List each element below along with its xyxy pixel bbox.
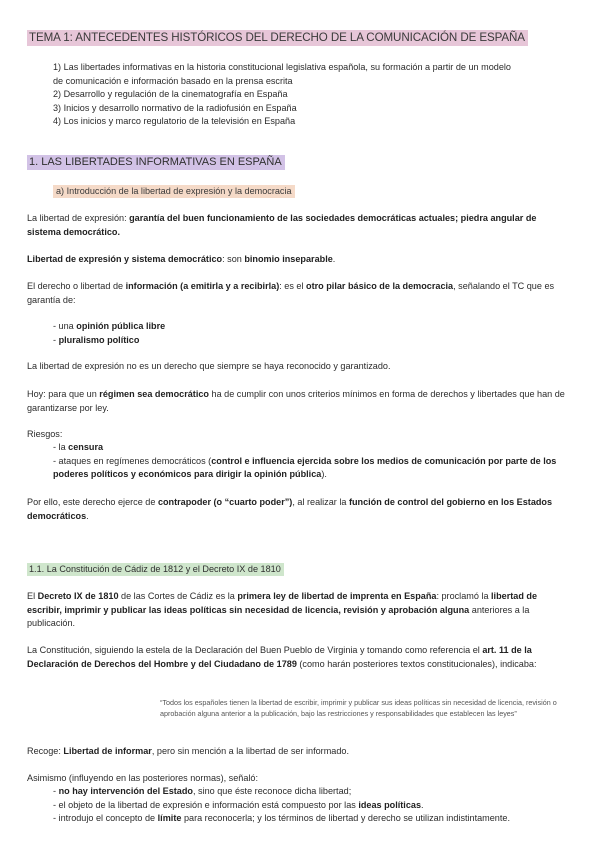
text-run: ). <box>321 469 327 479</box>
bold-text: control e influencia ejercida sobre los medios de comunicación por parte de los poderes políticos y económicos para dirigir la opinión pública <box>53 455 557 479</box>
text-run: : son <box>222 254 245 264</box>
paragraph <box>27 428 570 442</box>
bold-text: Libertad de expresión y sistema democrático <box>27 254 223 264</box>
text-run: Asimismo (influyendo en las posteriores normas), señaló: <box>27 773 258 783</box>
text-run: Recoge: <box>27 746 64 756</box>
bold-text: ideas políticas <box>358 799 421 810</box>
list-item <box>53 320 570 334</box>
paragraph <box>27 772 570 786</box>
section-heading: 1. LAS LIBERTADES INFORMATIVAS EN ESPAÑA <box>27 155 285 170</box>
paragraph <box>27 212 570 239</box>
text-run: : proclamó la <box>436 591 492 601</box>
paragraph <box>27 590 570 631</box>
subsection-heading: 1.1. La Constitución de Cádiz de 1812 y el Decreto IX de 1810 <box>27 563 284 576</box>
text-run: para reconocerla; y los términos de libertad y derecho se utilizan indistintamente. <box>181 813 510 823</box>
subsection-heading-block <box>27 563 570 577</box>
topic-item-continuation: de comunicación e información basado en la prensa escrita <box>53 75 293 86</box>
text-run: - ataques en regímenes democráticos ( <box>53 455 212 466</box>
bold-text: contrapoder (o “cuarto poder”) <box>157 497 293 507</box>
text-run: - introdujo el concepto de <box>53 813 158 823</box>
document-title-block <box>27 31 570 46</box>
topic-item: 3) Inicios y desarrollo normativo de la radiofusión en España <box>53 102 297 113</box>
text-run: La Constitución, siguiendo la estela de la Declaración del Buen Pueblo de Virginia y tomando como referencia el <box>27 645 483 655</box>
text-run: . <box>332 254 336 264</box>
text-run: anteriores a la publicación. <box>27 604 530 628</box>
text-run: . <box>86 510 89 521</box>
bold-text: régimen sea democrático <box>99 389 209 399</box>
bold-text: otro pilar básico de la democracia <box>306 281 454 291</box>
bold-text: garantía del buen funcionamiento de las sociedades democráticas actuales; piedra angular de sistema democrático. <box>27 213 537 237</box>
paragraph <box>27 360 570 374</box>
topic-list <box>53 61 580 129</box>
bold-text: libertad de escribir, imprimir y publicar las ideas políticas sin necesidad de licencia, revisión y aprobación alguna <box>27 591 538 615</box>
text-run: La libertad de expresión: <box>27 213 130 223</box>
bullet-prefix: - <box>53 786 59 796</box>
paragraph <box>27 496 570 523</box>
paragraph <box>27 388 570 415</box>
list-item <box>53 799 580 813</box>
paragraph <box>27 745 570 759</box>
text-run: : es el <box>279 281 307 291</box>
text-run: La libertad de expresión no es un derecho que siempre se haya reconocido y garantizado. <box>27 361 391 371</box>
constitution-quote: “Todos los españoles tienen la libertad de escribir, imprimir y publicar sus ideas políticas sin necesidad de licencia, revisión o aprobación alguna anterior a la publicación, bajo las restricciones y responsabilidades que establecen las leyes” <box>160 698 557 718</box>
bold-text: Decreto IX de 1810 <box>37 591 119 601</box>
document-title: TEMA 1: ANTECEDENTES HISTÓRICOS DEL DERECHO DE LA COMUNICACIÓN DE ESPAÑA <box>27 30 528 46</box>
text-run: , señalando el TC que es garantía de: <box>27 281 555 305</box>
paragraph <box>27 280 570 307</box>
text-run: El <box>27 591 38 601</box>
bold-text: Libertad de informar <box>63 746 152 756</box>
text-run: Hoy: para que un <box>27 389 100 399</box>
subheading: a) Introducción de la libertad de expresión y la democracia <box>53 185 295 198</box>
list-item <box>53 785 580 799</box>
bold-text: no hay intervención del Estado <box>58 786 193 796</box>
text-run: - el objeto de la libertad de expresión e información está compuesto por las <box>53 799 359 810</box>
principles-list <box>53 785 580 826</box>
text-run: , al realizar la <box>292 497 349 507</box>
subheading-block <box>53 185 570 199</box>
text-run: , sino que éste reconoce dicha libertad; <box>192 786 352 796</box>
bold-text: primera ley de libertad de imprenta en España <box>237 591 437 601</box>
text-run: (como harán posteriores textos constitucionales), indicaba: <box>296 658 537 669</box>
bold-text: información (a emitirla y a recibirla) <box>125 281 280 291</box>
topic-item: 1) Las libertades informativas en la historia constitucional legislativa española, su formación a partir de un modelo <box>53 62 511 72</box>
list-item <box>53 812 580 826</box>
risks-label: Riesgos: <box>27 429 63 439</box>
text-run: . <box>421 799 424 810</box>
text-run: Por ello, este derecho ejerce de <box>27 497 158 507</box>
risks-list <box>53 441 570 482</box>
paragraph <box>27 644 570 671</box>
bold-text: art. 11 de la Declaración de Derechos del Hombre y del Ciudadano de 1789 <box>27 645 532 669</box>
bullet-prefix: - <box>53 334 59 345</box>
bold-text: opinión pública libre <box>76 321 166 331</box>
bold-text: pluralismo político <box>58 334 140 345</box>
topic-item: 2) Desarrollo y regulación de la cinematografía en España <box>53 89 288 99</box>
text-run: , pero sin mención a la libertad de ser informado. <box>151 746 349 756</box>
list-item <box>53 455 570 482</box>
bold-text: censura <box>68 442 104 452</box>
text-run: ha de cumplir con unos criterios mínimos en forma de derechos y libertades que han de garantizarse por ley. <box>27 389 565 413</box>
guarantee-list <box>53 320 570 347</box>
bold-text: función de control del gobierno en los Estados democráticos <box>27 497 553 521</box>
section-heading-block <box>27 156 570 170</box>
paragraph <box>27 253 570 267</box>
text-run: El derecho o libertad de <box>27 281 126 291</box>
topic-item: 4) Los inicios y marco regulatorio de la televisión en España <box>53 116 296 126</box>
bold-text: binomio inseparable <box>244 254 333 264</box>
bold-text: límite <box>157 813 182 823</box>
bullet-prefix: - la <box>53 442 69 452</box>
list-item <box>53 441 570 455</box>
text-run: de las Cortes de Cádiz es la <box>118 591 238 601</box>
bullet-prefix: - una <box>53 321 77 331</box>
list-item <box>53 334 570 348</box>
